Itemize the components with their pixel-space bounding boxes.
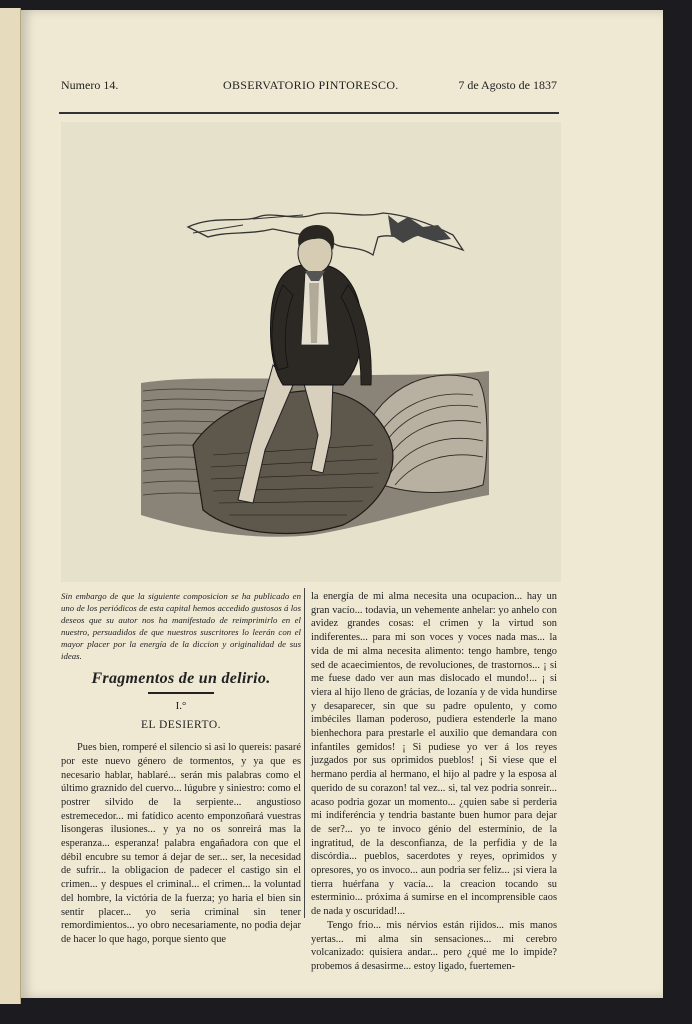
article-title: Fragmentos de un delirio. <box>91 670 271 687</box>
editor-note: Sin embargo de que la siguiente composicion se ha publicado en uno de los periódicos de esta capital hemos accedido gustosos á los deseos que su autor nos ha manifestado de reimprimirlo en el nuestro, persuadidos de que nuestros suscritores lo leerán con el mayor placer por la energía de la diccion y originalidad de sus ideas. <box>61 591 301 661</box>
title-flourish <box>146 690 216 696</box>
issue-number: Numero 14. <box>61 78 119 92</box>
engraving-man-on-rock <box>133 195 493 555</box>
column-divider <box>304 588 305 918</box>
header-rule <box>59 112 559 114</box>
page-header <box>61 78 557 98</box>
body-paragraph-right-2: Tengo frio... mis nérvios están rijidos... mis manos yertas... mi alma sin sensaciones... mi cerebro volcanizado: quisiera andar... pero ¿qué me lo impide? probemos á desasirme... estoy ligado, fuertemen- <box>311 919 557 972</box>
left-column <box>61 590 301 947</box>
journal-name: OBSERVATORIO PINTORESCO. <box>223 78 399 92</box>
section-number: I.° <box>175 699 187 712</box>
body-paragraph-left: Pues bien, romperé el silencio si asi lo quereis: pasaré por este nuevo género de tormentos, y ya que es necesario hablar, hablaré... serán mis palabras como el último graznido del cuervo... lúgubre y siniestro: como el postrer silvido de la serpiente... angustioso estremecedor... mi fatídico acento emponzoñará vuestras lisongeras ilusiones... y ya no os sonreirá mas la esperanza... esperanza! palabra engañadora con que el débil encubre su temor á dejar de ser... ser, la necesidad de sufrir... la obligacion de padecer el castigo sin el crimen... y despues el criminal... el crimen... la voluntad del hombre, la victória de la fuerza; yo haria el bien sin sentir placer... yo seria criminal sin tener remordimientos... yo obro necesariamente, no podia dejar de hacer lo que hago, porque siento que <box>61 742 301 945</box>
issue-date: 7 de Agosto de 1837 <box>458 78 557 92</box>
section-title: EL DESIERTO. <box>140 719 222 732</box>
body-paragraph-right-1: la energía de mi alma necesita una ocupacion... hay un gran vacío... todavia, un vehemente anhelar: yo anhelo con avidez grandes cosas: el crimen y la virtud son indiferentes... para mi son voces y voces nada mas... la vida de mi alma necesita alimento: tengo hambre, tengo sed de acaecimientos, de revoluciones, de trastornos... ¡ si me fuese dado ver aun mas dislocado el mundo!... ¡ si viera al hijo lleno de grácias, de lozanía y de vida hundirse y desaparecer, sin que su padre opulento, y como imbéciles llaman poderoso, pudiera estenderle la mano bienhechora para prestarle el auxilio que demandara con infantiles gemidos! ¡ Si pudiese yo ver á los reyes juzgados por sus oprimidos pueblos! ¡ Si viese que el hermano perdia al hermano, el hijo al padre y la esposa al querido de su corazon! tal vez... si, tal vez podria sonreir... acaso podria gozar un momento... ¿quien sabe si perderia mi indiferéncia y tendria bastante buen humor para dejar de ser?... yo te invoco génio del estermínio, de la ingratitud, de la desconfianza, de la perfidia y de la discórdia... pueblos, sacerdotes y reyes, oprimidos y opresores, yo os invoco... aun podria ser feliz... ¡si viera la tierra huérfana y vacía... la creacion tocando su esterminio... próxima á sumirse en el incomprensible caos de nada y oscuridad!... <box>311 591 557 918</box>
newspaper-page <box>21 10 663 998</box>
right-column <box>311 590 557 974</box>
previous-page-edge <box>0 8 21 1004</box>
